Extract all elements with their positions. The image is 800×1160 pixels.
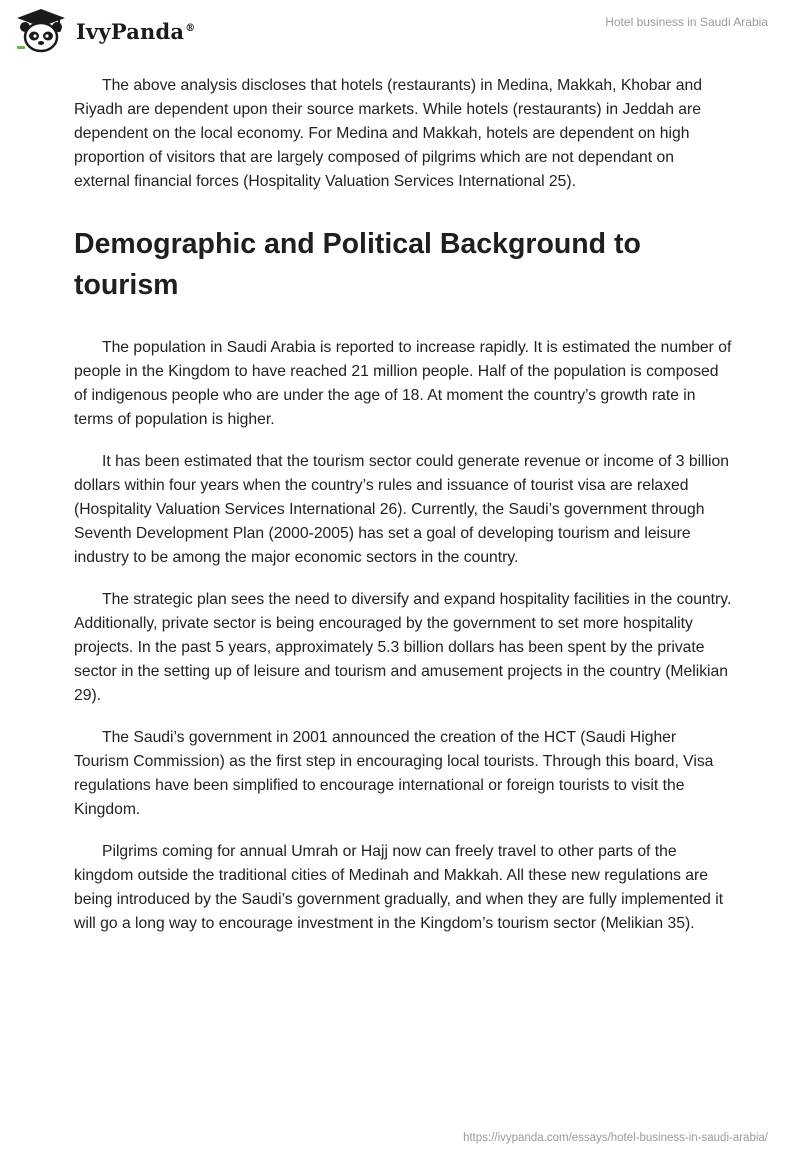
panda-logo-icon [14, 8, 68, 54]
body-paragraph-1: The population in Saudi Arabia is reported to increase rapidly. It is estimated the number of people in the Kingdom to have reached 21 million people. Half of the population is composed of indigenous people who are under the age of 18. At moment the country’s growth rate in terms of population is higher. [74, 339, 732, 428]
ivypanda-logo[interactable] [14, 8, 195, 54]
essay-content [74, 74, 734, 954]
body-paragraph-5: Pilgrims coming for annual Umrah or Hajj now can freely travel to other parts of the kingdom outside the traditional cities of Medinah and Makkah. All these new regulations are being introduced by the Saudi’s government gradually, and when they are fully implemented it will go a long way to encourage investment in the Kingdom’s tourism sector (Melikian 35). [74, 843, 724, 932]
body-paragraph-3: The strategic plan sees the need to diversify and expand hospitality facilities in the country. Additionally, private sector is being encouraged by the government to set more hospitality projects. In the past 5 years, approximately 5.3 billion dollars has been spent by the private sector in the setting up of leisure and tourism and amusement projects in the country (Melikian 29). [74, 591, 732, 704]
section-heading: Demographic and Political Background to tourism [74, 228, 641, 301]
page-header [0, 0, 800, 60]
brand-name: IvyPanda® [76, 18, 196, 44]
body-paragraph-2: It has been estimated that the tourism sector could generate revenue or income of 3 billion dollars within four years when the country’s rules and issuance of tourist visa are relaxed (Hospitality Valuation Services International 26). Currently, the Saudi’s government through Seventh Development Plan (2000-2005) has set a goal of developing tourism and leisure industry to be among the major economic sectors in the country. [74, 453, 729, 566]
document-title: Hotel business in Saudi Arabia [605, 15, 768, 29]
registered-mark: ® [185, 22, 196, 34]
body-paragraph-4: The Saudi’s government in 2001 announced the creation of the HCT (Saudi Higher Tourism Commission) as the first step in encouraging local tourists. Through this board, Visa regulations have been simplified to encourage international or foreign tourists to visit the Kingdom. [74, 729, 714, 818]
intro-paragraph: The above analysis discloses that hotels (restaurants) in Medina, Makkah, Khobar and Riyadh are dependent upon their source markets. While hotels (restaurants) in Jeddah are dependent on the local economy. For Medina and Makkah, hotels are dependent on high proportion of visitors that are largely composed of pilgrims which are not dependant on external financial forces (Hospitality Valuation Services International 25). [74, 77, 702, 190]
source-url[interactable]: https://ivypanda.com/essays/hotel-business-in-saudi-arabia/ [463, 1132, 768, 1144]
